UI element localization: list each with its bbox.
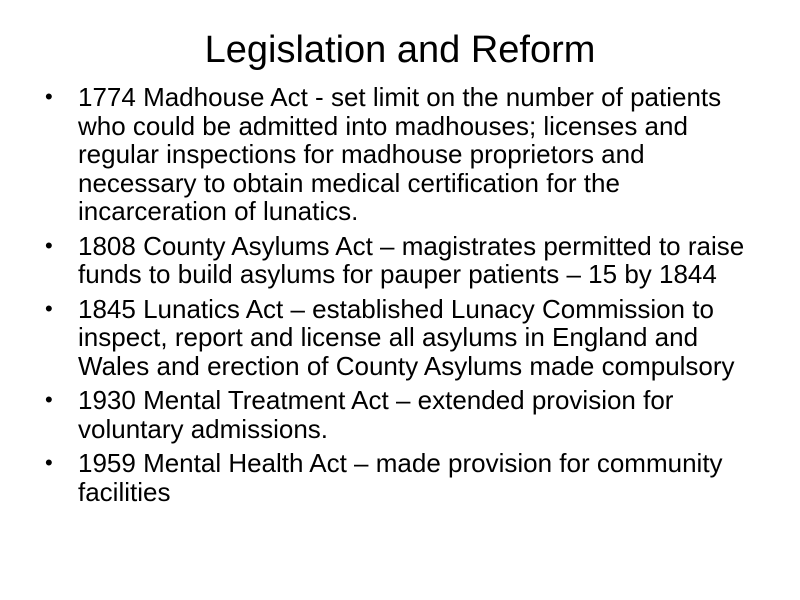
list-item-text: 1845 Lunatics Act – established Lunacy Commission to inspect, report and license all asylums in England and Wales and erection of County Asylums made compulsory	[78, 293, 735, 381]
bullet-icon: •	[45, 84, 53, 109]
list-item	[40, 386, 760, 443]
bullet-icon: •	[45, 295, 53, 321]
list-item	[40, 232, 760, 289]
list-item-text: 1774 Madhouse Act - set limit on the number of patients who could be admitted into madhouses; licenses and regular inspections for madhouse proprietors and necessary to obtain medical certification for the incarceration of lunatics.	[78, 82, 722, 226]
bullet-icon: •	[45, 232, 53, 258]
list-item-text: 1930 Mental Treatment Act – extended provision for voluntary admissions.	[78, 385, 674, 444]
slide-title: Legislation and Reform	[204, 29, 596, 71]
bullet-list	[40, 83, 760, 512]
list-item	[40, 449, 760, 506]
list-item	[40, 83, 760, 226]
list-item	[40, 295, 760, 381]
bullet-icon: •	[45, 450, 53, 475]
bullet-icon: •	[45, 387, 53, 412]
list-item-text: 1808 County Asylums Act – magistrates permitted to raise funds to build asylums for pauper patients – 15 by 1844	[78, 230, 745, 289]
list-item-text: 1959 Mental Health Act – made provision for community facilities	[78, 448, 723, 507]
